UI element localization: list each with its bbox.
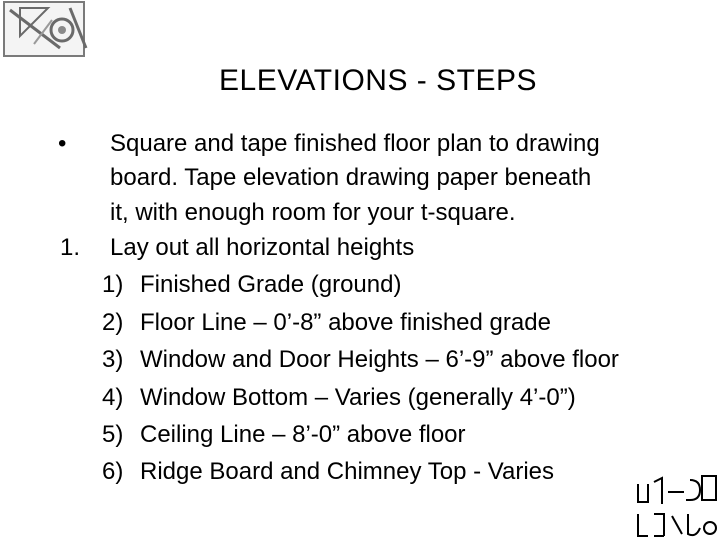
step-text: Lay out all horizontal heights [110,234,415,261]
bullet-line-3: it, with enough room for your t-square. [110,199,516,226]
step-number: 1. [60,234,81,261]
substep-number: 1) [102,271,124,298]
substep-text: Ridge Board and Chimney Top - Varies [140,458,554,485]
drafting-tools-logo [0,0,92,62]
substep-number: 3) [102,346,124,373]
sketch-logo [632,470,720,540]
substep-text: Ceiling Line – 8’-0” above floor [140,421,466,448]
substep-number: 4) [102,384,124,411]
substep-text: Floor Line – 0’-8” above finished grade [140,309,551,336]
slide-title: ELEVATIONS - STEPS [219,64,537,97]
substep-number: 6) [102,458,124,485]
substep-text: Finished Grade (ground) [140,271,402,298]
substep-number: 5) [102,421,124,448]
bullet-marker: • [58,130,67,157]
substep-text: Window Bottom – Varies (generally 4’-0”) [140,384,576,411]
substep-text: Window and Door Heights – 6’-9” above floor [140,346,619,373]
bullet-line-2: board. Tape elevation drawing paper beneath [110,164,592,191]
substep-number: 2) [102,309,124,336]
bullet-line-1: Square and tape finished floor plan to drawing [110,130,600,157]
